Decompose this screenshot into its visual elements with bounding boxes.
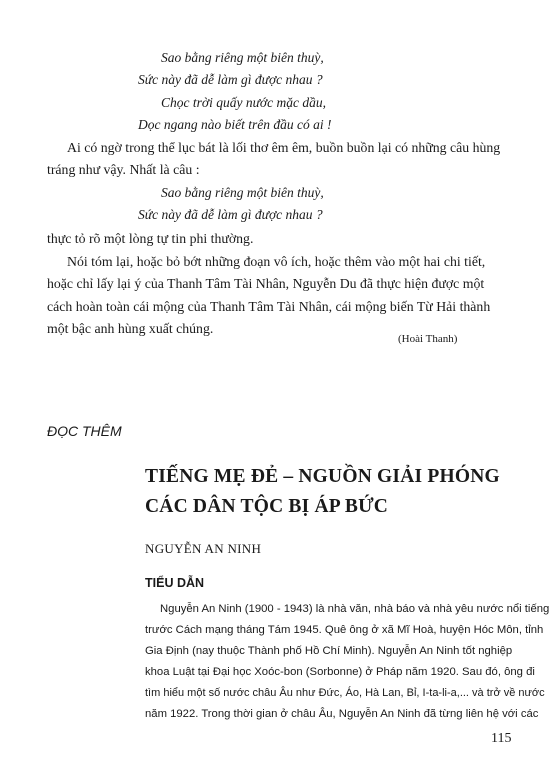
poem-line: Sao bằng riêng một biên thuỳ, bbox=[161, 50, 324, 65]
intro-line: Nguyễn An Ninh (1900 - 1943) là nhà văn, nhà báo và nhà yêu nước nổi tiếng bbox=[160, 603, 550, 615]
poem-line: Sức này đã dễ làm gì được nhau ? bbox=[138, 207, 323, 222]
intro-line: tìm hiểu một số nước châu Âu như Đức, Áo, Hà Lan, Bỉ, I-ta-li-a,... và trở về nước bbox=[145, 687, 545, 699]
poem-line: Sao bằng riêng một biên thuỳ, bbox=[161, 185, 324, 200]
intro-line: khoa Luật tại Đại học Xoóc-bon (Sorbonne) ở Pháp năm 1920. Sau đó, ông đi bbox=[145, 666, 535, 678]
section-label: ĐỌC THÊM bbox=[47, 423, 122, 439]
article-title-line: TIẾNG MẸ ĐẺ – NGUỒN GIẢI PHÓNG bbox=[145, 466, 500, 487]
paragraph-line: Ai có ngờ trong thể lục bát là lối thơ êm êm, buồn buồn lại có những câu hùng bbox=[67, 140, 501, 155]
intro-line: năm 1922. Trong thời gian ở châu Âu, Nguyễn An Ninh đã từng liên hệ với các bbox=[145, 708, 539, 720]
signature: (Hoài Thanh) bbox=[398, 333, 458, 345]
intro-heading: TIỂU DẪN bbox=[145, 576, 205, 590]
paragraph-line: cách hoàn toàn cái mộng của Thanh Tâm Tài Nhân, cái mộng biến Từ Hải thành bbox=[47, 299, 491, 314]
poem-line: Sức này đã dễ làm gì được nhau ? bbox=[138, 72, 323, 87]
paragraph-line: thực tỏ rõ một lòng tự tin phi thường. bbox=[47, 231, 254, 246]
paragraph-line: tráng như vậy. Nhất là câu : bbox=[47, 162, 200, 177]
poem-line: Chọc trời quấy nước mặc dầu, bbox=[161, 95, 326, 110]
paragraph-line: Nói tóm lại, hoặc bỏ bớt những đoạn vô ích, hoặc thêm vào một hai chi tiết, bbox=[67, 254, 486, 269]
paragraph-line: hoặc chỉ lấy lại ý của Thanh Tâm Tài Nhân, Nguyễn Du đã thực hiện được một bbox=[47, 276, 485, 291]
intro-line: trước Cách mạng tháng Tám 1945. Quê ông ở xã Mĩ Hoà, huyện Hóc Môn, tỉnh bbox=[145, 624, 544, 636]
article-title-line: CÁC DÂN TỘC BỊ ÁP BỨC bbox=[145, 496, 389, 517]
page-number: 115 bbox=[491, 731, 512, 746]
poem-line: Dọc ngang nào biết trên đầu có ai ! bbox=[138, 117, 332, 132]
author-name: NGUYỄN AN NINH bbox=[145, 541, 262, 556]
paragraph-line: một bậc anh hùng xuất chúng. bbox=[47, 321, 214, 336]
intro-line: Gia Định (nay thuộc Thành phố Hồ Chí Minh). Nguyễn An Ninh tốt nghiệp bbox=[145, 645, 513, 657]
